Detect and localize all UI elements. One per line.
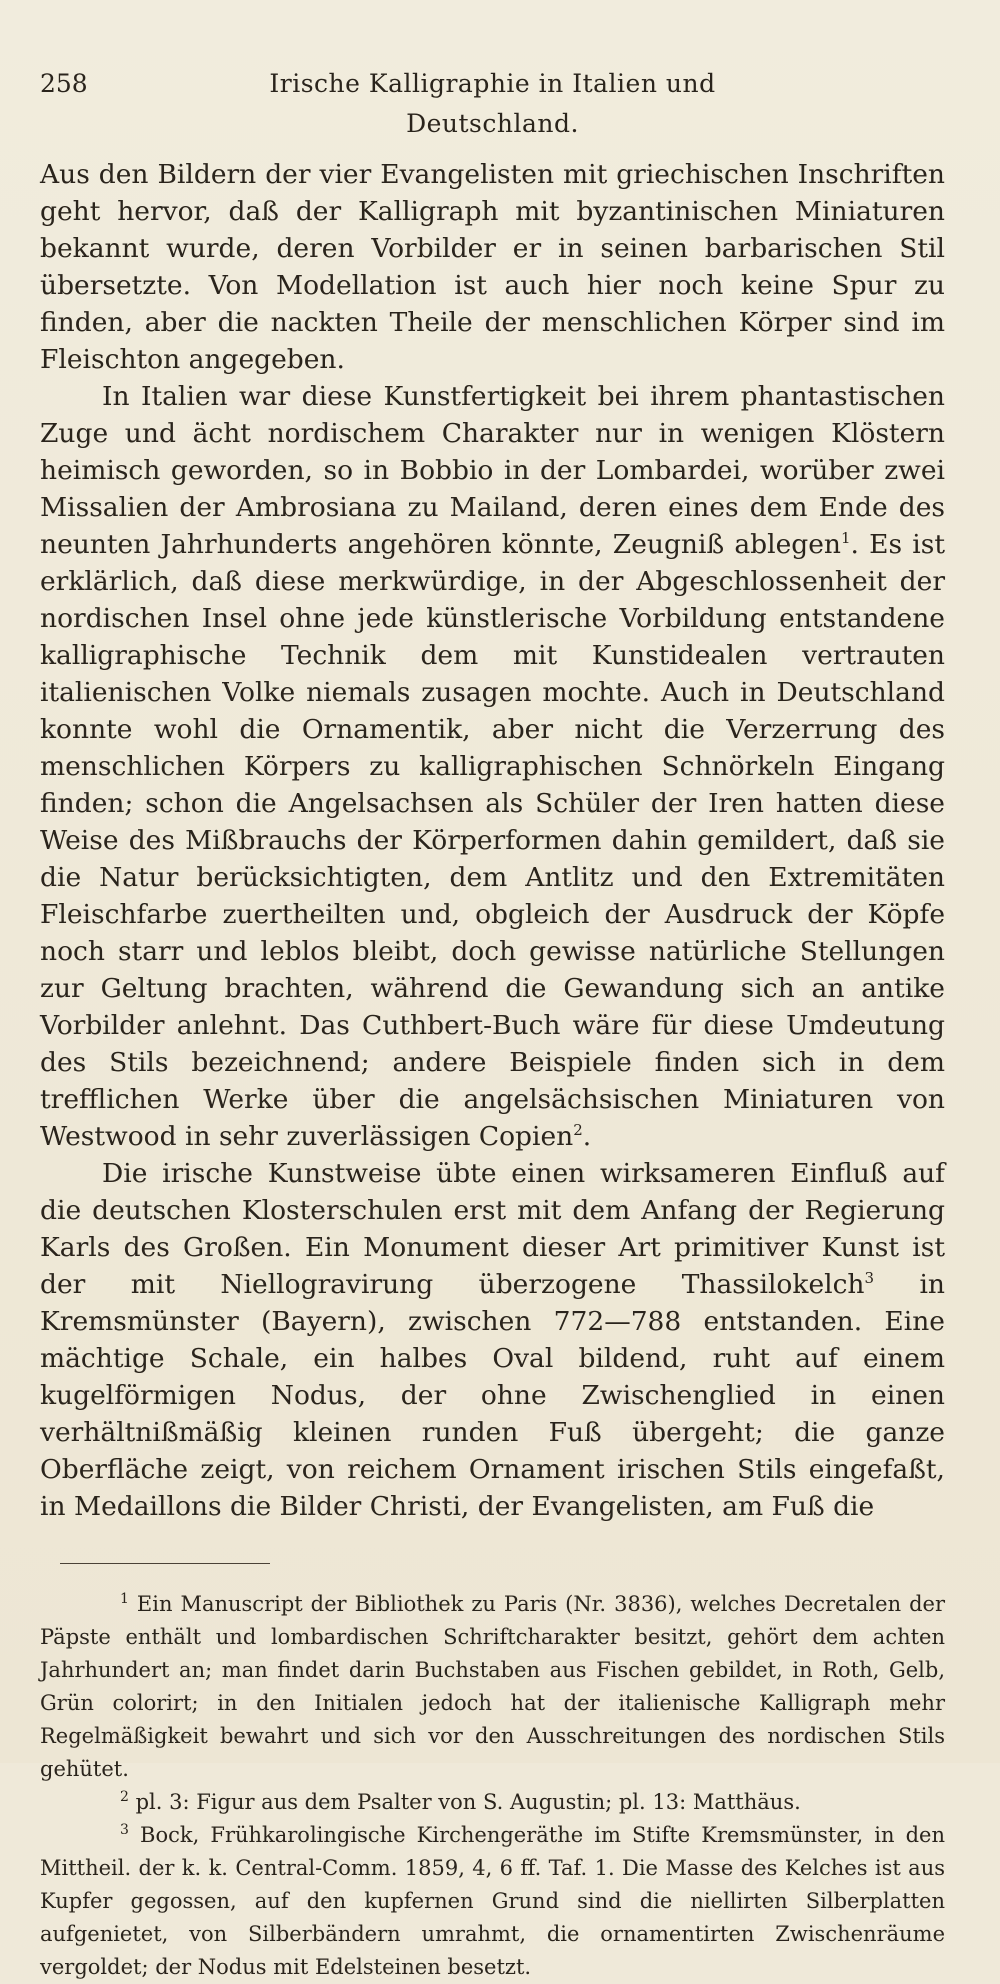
footnotes bbox=[40, 1588, 945, 1984]
footnote-divider bbox=[60, 1563, 270, 1564]
footnote-ref-1[interactable]: 1 bbox=[840, 529, 851, 548]
running-head bbox=[40, 64, 945, 144]
footnote-mark: 2 bbox=[120, 1789, 129, 1805]
footnote-2: $^2$ pl. 3: Figur aus dem Psalter von S. Augustin; pl. 13: Matthäus. bbox=[120, 1789, 801, 1814]
footnote-ref-2[interactable]: 2 bbox=[573, 1121, 583, 1140]
paragraph-3: Die irische Kunstweise übte einen wirksameren Einfluß auf die deutschen Klosterschulen erst mit dem Anfang der Regierung Karls des Großen. Ein Monument dieser Art primitiver Kunst ist der mit Niellogravirung überzogene Thassilokelch$^3$ in Kremsmünster (Bayern), zwischen 772—788 entstanden. Eine mächtige Schale, ein halbes Oval bildend, ruht auf einem kugelförmigen Nodus, der ohne Zwischenglied in einen verhältnißmäßig kleinen runden Fuß übergeht; die ganze Oberfläche zeigt, von reichem Ornament irischen Stils eingefaßt, in Medaillons die Bilder Christi, der Evangelisten, am Fuß die bbox=[40, 1158, 946, 1522]
footnote-ref-3[interactable]: 3 bbox=[864, 1269, 875, 1288]
footnote-1: $^1$ Ein Manuscript der Bibliothek zu Paris (Nr. 3836), welches Decretalen der Päpste enthält und lombardischen Schriftcharakter besitzt, gehört dem achten Jahrhundert an; man findet darin Buchstaben aus Fischen gebildet, in Roth, Gelb, Grün colorirt; in den Initialen jedoch hat der italienische Kalligraph mehr Regelmäßigkeit bewahrt und sich vor den Ausschreitungen des nordischen Stils gehütet. bbox=[40, 1591, 945, 1781]
footnote-mark: 1 bbox=[120, 1591, 129, 1607]
footnote-mark: 3 bbox=[120, 1822, 129, 1838]
paragraph-2: In Italien war diese Kunstfertigkeit bei ihrem phantastischen Zuge und ächt nordischem Charakter nur in wenigen Klöstern heimisch geworden, so in Bobbio in der Lombardei, worüber zwei Missalien der Ambrosiana zu Mailand, deren eines dem Ende des neunten Jahrhunderts angehören könnte, Zeugniß ablegen$^1$. Es ist erklärlich, daß diese merkwürdige, in der Abgeschlossenheit der nordischen Insel ohne jede künstlerische Vorbildung entstandene kalligraphische Technik dem mit Kunstidealen vertrauten italienischen Volke niemals zusagen mochte. Auch in Deutschland konnte wohl die Ornamentik, aber nicht die Verzerrung des menschlichen Körpers zu kalligraphischen Schnörkeln Eingang finden; schon die Angelsachsen als Schüler der Iren hatten diese Weise des Mißbrauchs der Körperformen dahin gemildert, daß sie die Natur berücksichtigten, dem Antlitz und den Extremitäten Fleischfarbe zuertheilten und, obgleich der Ausdruck der Köpfe noch starr und leblos bleibt, doch gewisse natürliche Stellungen zur Geltung brachten, während die Gewandung sich an antike Vorbilder anlehnt. Das Cuthbert-Buch wäre für diese Umdeutung des Stils bezeichnend; andere Beispiele finden sich in dem trefflichen Werke über die angelsächsischen Miniaturen von Westwood in sehr zuverlässigen Copien$^2$. bbox=[40, 381, 945, 1152]
page-number: 258 bbox=[40, 69, 88, 98]
body-text bbox=[40, 156, 945, 1525]
running-title: Irische Kalligraphie in Italien und Deutschland. bbox=[269, 69, 716, 138]
paragraph-1: Aus den Bildern der vier Evangelisten mit griechischen Inschriften geht hervor, daß der Kalligraph mit byzantinischen Miniaturen bekannt wurde, deren Vorbilder er in seinen barbarischen Stil übersetzte. Von Modellation ist auch hier noch keine Spur zu finden, aber die nackten Theile der menschlichen Körper sind im Fleischton angegeben. bbox=[40, 159, 945, 375]
footnote-3: $^3$ Bock, Frühkarolingische Kirchengeräthe im Stifte Kremsmünster, in den Mittheil. der k. k. Central-Comm. 1859, 4, 6 ff. Taf. 1. Die Masse des Kelches ist aus Kupfer gegossen, auf den kupfernen Grund sind die niellirten Silberplatten aufgenietet, von Silberbändern umrahmt, die ornamentirten Zwischenräume vergoldet; der Nodus mit Edelsteinen besetzt. bbox=[40, 1822, 945, 1979]
